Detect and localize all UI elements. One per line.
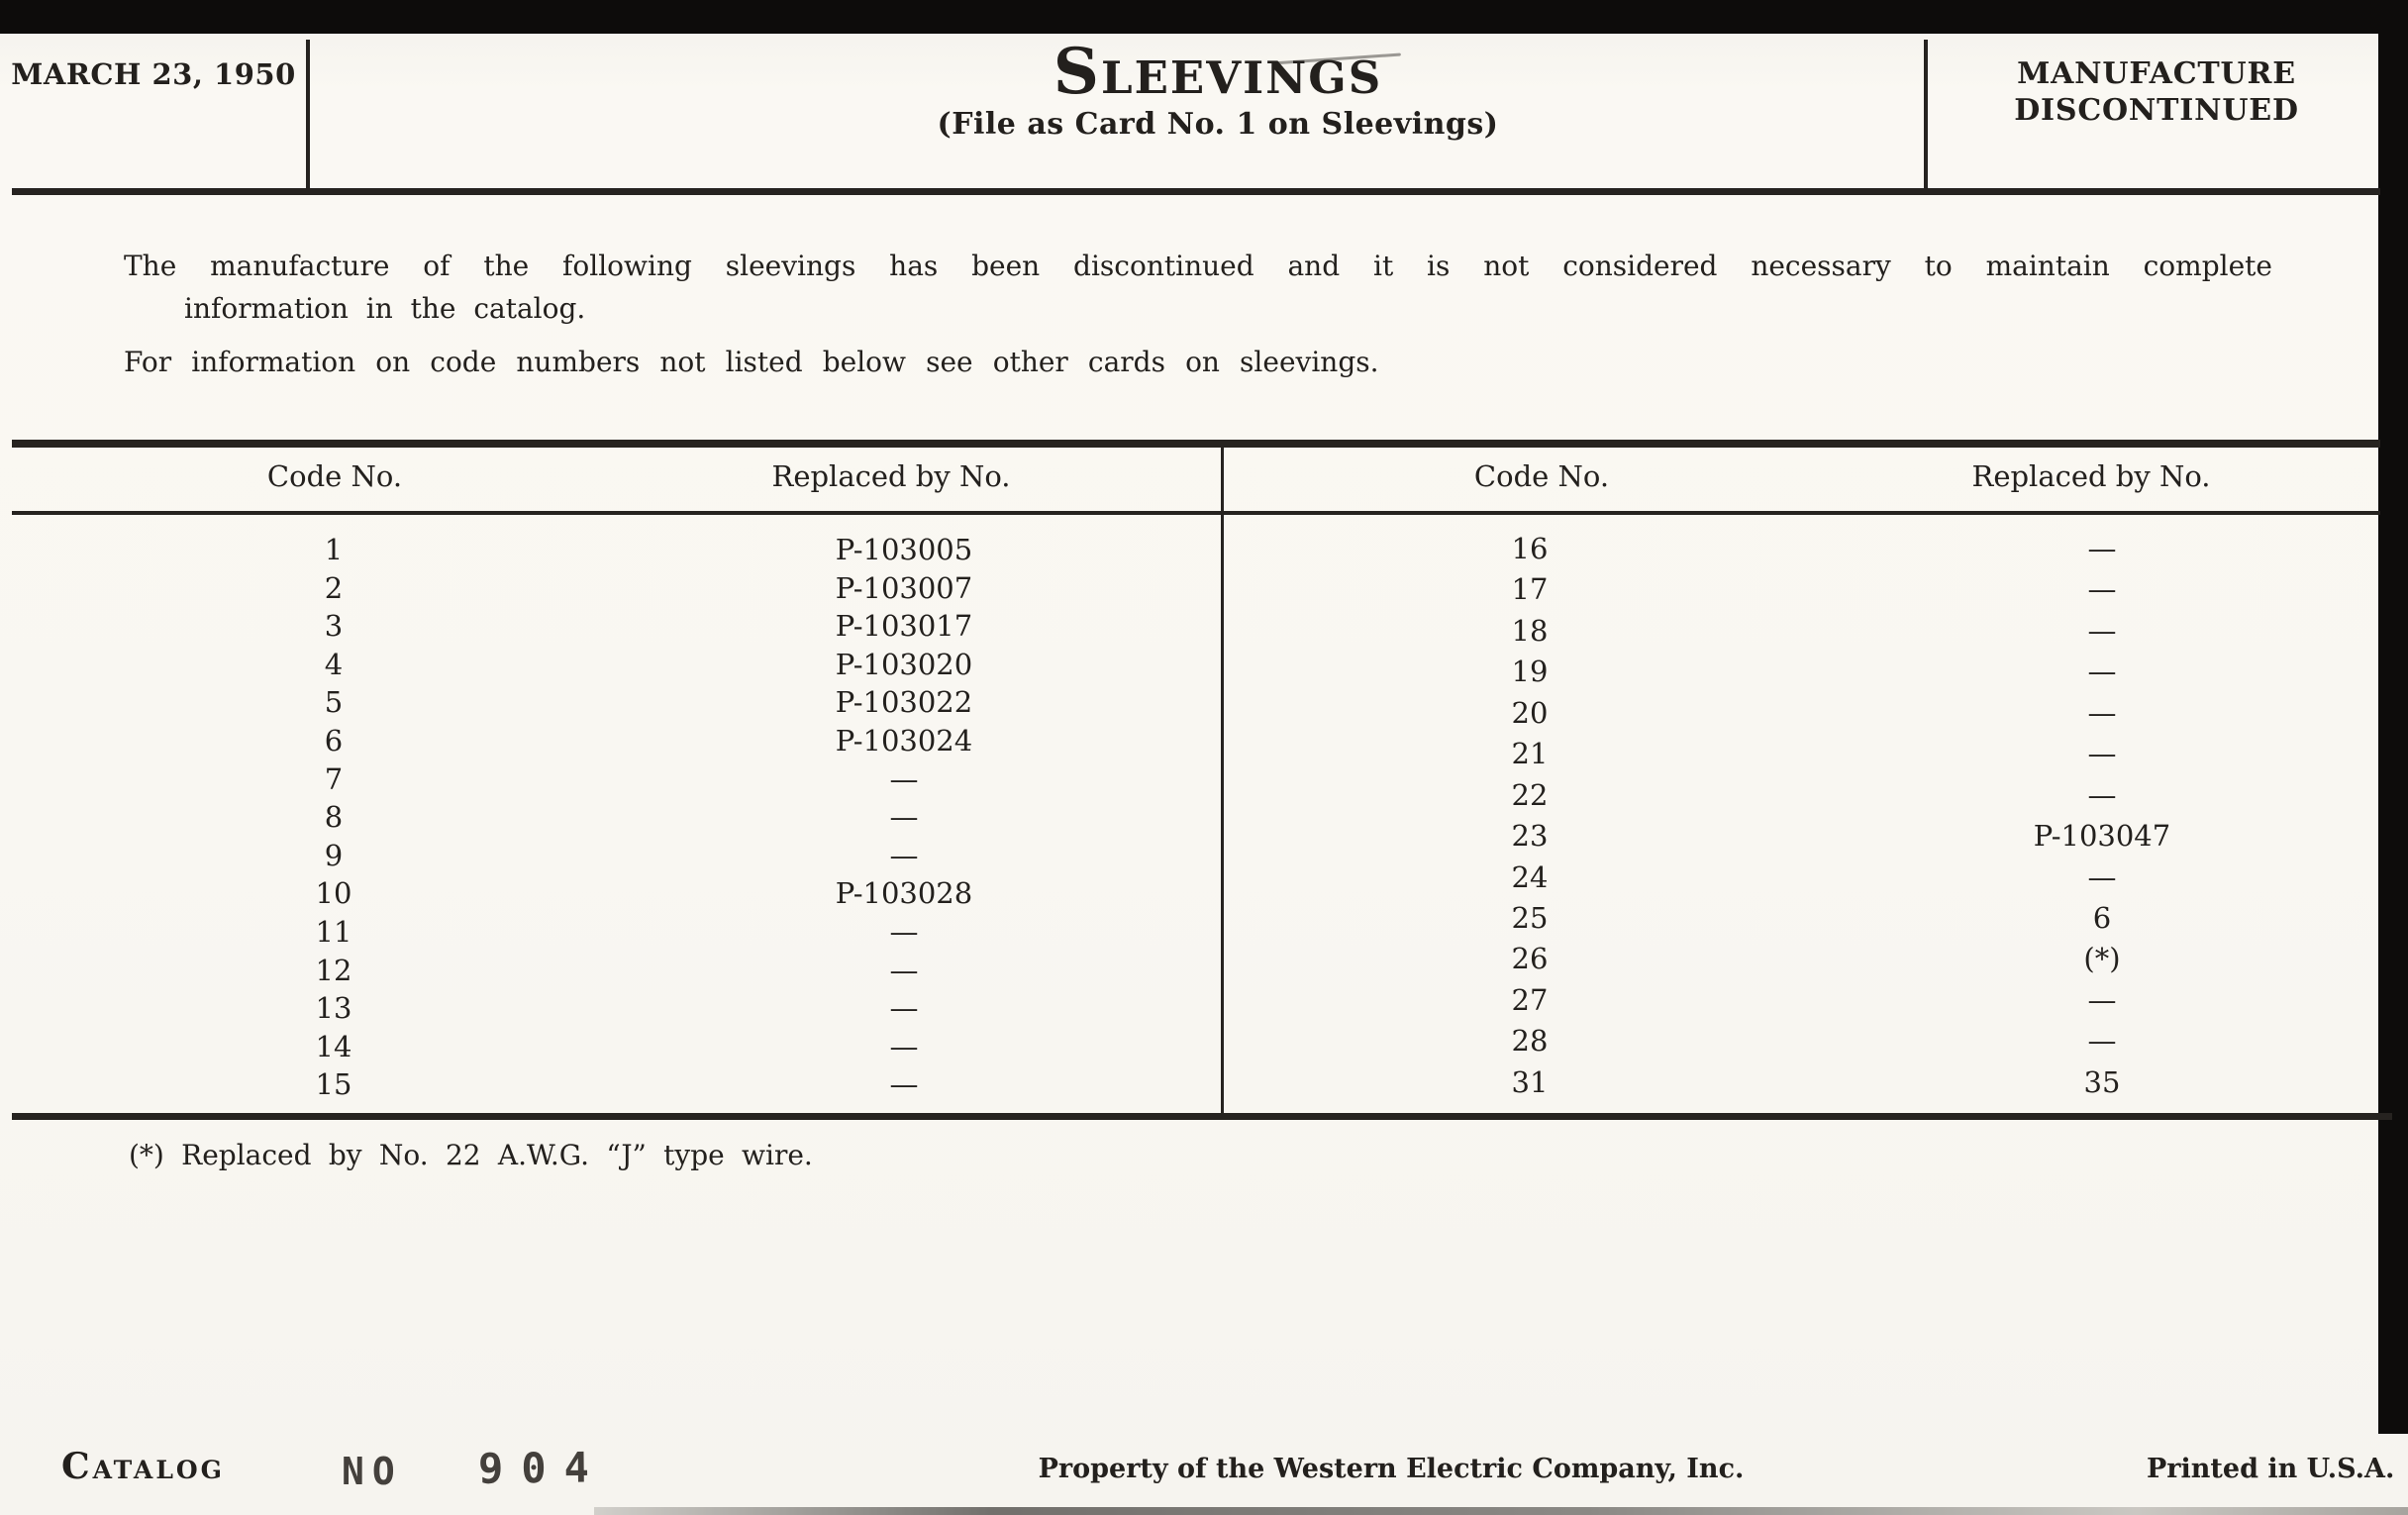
table-row [1221, 1062, 2379, 1103]
code-cell: 16 [1511, 532, 1549, 565]
left-code-header: Code No. [266, 459, 403, 493]
code-cell: 14 [315, 1029, 352, 1063]
code-cell: 22 [1511, 777, 1549, 812]
table-header-rule [12, 511, 2380, 515]
table-row [0, 607, 1221, 646]
replaced-cell: P-103047 [2033, 819, 2171, 854]
status-stamp [1931, 55, 2382, 129]
code-cell: 23 [1511, 819, 1549, 854]
replaced-cell: — [889, 1029, 919, 1063]
table-row [1221, 569, 2379, 610]
replaced-cell: (*) [2083, 942, 2121, 976]
header-divider-right [1924, 40, 1928, 190]
code-cell: 5 [324, 685, 344, 720]
intro-paragraph-2: For information on code numbers not listed below see other cards on sleevings. [124, 346, 1379, 378]
status-line-1: MANUFACTURE [2017, 56, 2296, 91]
card-date: MARCH 23, 1950 [11, 57, 296, 91]
page-title: Sleevings [1053, 35, 1383, 109]
table-row [0, 913, 1221, 952]
table-row [1221, 898, 2379, 939]
code-cell: 25 [1511, 900, 1549, 935]
table-row [0, 722, 1221, 760]
table-row [1221, 939, 2379, 979]
table-row [0, 874, 1221, 913]
replaced-cell: P-103020 [835, 647, 973, 681]
right-replaced-header: Replaced by No. [1971, 459, 2211, 493]
replaced-cell: — [889, 953, 919, 987]
replaced-cell: — [2087, 532, 2117, 565]
table-row [1221, 816, 2379, 857]
replaced-cell: — [889, 991, 919, 1026]
code-cell: 31 [1511, 1064, 1549, 1099]
code-cell: 19 [1511, 655, 1549, 689]
code-cell: 7 [324, 761, 344, 796]
replaced-cell: P-103005 [835, 533, 973, 566]
table-top-rule [12, 440, 2380, 448]
table-bottom-rule [12, 1113, 2392, 1120]
code-cell: 28 [1511, 1024, 1549, 1059]
code-cell: 27 [1511, 982, 1549, 1017]
table-row [0, 531, 1221, 569]
replaced-cell: — [2087, 1024, 2117, 1059]
code-cell: 24 [1511, 859, 1549, 894]
code-cell: 13 [315, 991, 352, 1026]
replaced-cell: 6 [2092, 900, 2112, 935]
table-row [1221, 980, 2379, 1021]
replaced-cell: — [2087, 613, 2117, 648]
left-replaced-header: Replaced by No. [771, 459, 1011, 493]
title-block [921, 35, 1515, 142]
replaced-cell: — [2087, 737, 2117, 771]
table-row [0, 760, 1221, 799]
property-notice: Property of the Western Electric Company, Inc. [1038, 1454, 1745, 1484]
code-cell: 4 [324, 647, 344, 681]
replaced-cell: — [2087, 695, 2117, 730]
page-subtitle: (File as Card No. 1 on Sleevings) [937, 107, 1499, 142]
header-divider-left [306, 40, 310, 190]
scan-smudge-bottom [594, 1507, 2408, 1515]
code-cell: 11 [315, 914, 352, 949]
scan-border-top [0, 0, 2408, 34]
replaced-cell: — [889, 914, 919, 949]
replaced-cell: P-103007 [835, 570, 973, 605]
table-left-body [0, 531, 1221, 1104]
table-row [1221, 652, 2379, 692]
table-row [1221, 693, 2379, 734]
code-cell: 3 [324, 609, 344, 644]
table-row [1221, 611, 2379, 652]
table-row [0, 1028, 1221, 1066]
replaced-cell: 35 [2083, 1064, 2121, 1099]
code-cell: 26 [1511, 942, 1549, 976]
status-line-2: DISCONTINUED [2014, 93, 2299, 128]
code-cell: 12 [315, 953, 352, 987]
replaced-cell: — [889, 761, 919, 796]
header-rule [12, 188, 2380, 195]
table-row [0, 989, 1221, 1028]
table-row [1221, 529, 2379, 569]
catalog-number-stamp: 904 [477, 1443, 608, 1493]
replaced-cell: — [2087, 982, 2117, 1017]
table-row [1221, 734, 2379, 774]
replaced-cell: — [2087, 859, 2117, 894]
replaced-cell: — [889, 1067, 919, 1102]
printed-in-usa: Printed in U.S.A. [2147, 1454, 2395, 1484]
replaced-cell: — [2087, 777, 2117, 812]
replaced-cell: P-103022 [835, 685, 973, 720]
table-right-body [1221, 529, 2379, 1103]
table-row [1221, 1021, 2379, 1061]
catalog-label: Catalog [61, 1446, 226, 1487]
code-cell: 8 [324, 800, 344, 835]
table-row [0, 798, 1221, 837]
replaced-cell: P-103017 [835, 609, 973, 644]
table-row [0, 1065, 1221, 1104]
replaced-cell: P-103024 [835, 723, 973, 758]
intro-paragraph-1-line-2: information in the catalog. [184, 292, 586, 325]
table-row [0, 683, 1221, 722]
replaced-cell: — [2087, 572, 2117, 607]
scan-border-right [2378, 12, 2408, 1434]
table-row [0, 952, 1221, 990]
code-cell: 1 [324, 533, 344, 566]
footnote: (*) Replaced by No. 22 A.W.G. “J” type wire. [129, 1139, 813, 1171]
intro-paragraph-1-line-1: The manufacture of the following sleevings has been discontinued and it is not considered necessary to maintain complete [124, 250, 2272, 282]
table-row [0, 646, 1221, 684]
code-cell: 9 [324, 838, 344, 872]
code-cell: 17 [1511, 572, 1549, 607]
replaced-cell: P-103028 [835, 876, 973, 911]
table-row [1221, 775, 2379, 816]
catalog-no-stamp: NO [342, 1450, 403, 1493]
code-cell: 18 [1511, 613, 1549, 648]
code-cell: 10 [315, 876, 352, 911]
table-row [0, 837, 1221, 875]
code-cell: 20 [1511, 695, 1549, 730]
table-row [0, 569, 1221, 608]
code-cell: 15 [315, 1067, 352, 1102]
code-cell: 2 [324, 570, 344, 605]
replaced-cell: — [889, 800, 919, 835]
code-cell: 6 [324, 723, 344, 758]
table-row [1221, 858, 2379, 898]
right-code-header: Code No. [1473, 459, 1610, 493]
replaced-cell: — [889, 838, 919, 872]
replaced-cell: — [2087, 655, 2117, 689]
code-cell: 21 [1511, 737, 1549, 771]
